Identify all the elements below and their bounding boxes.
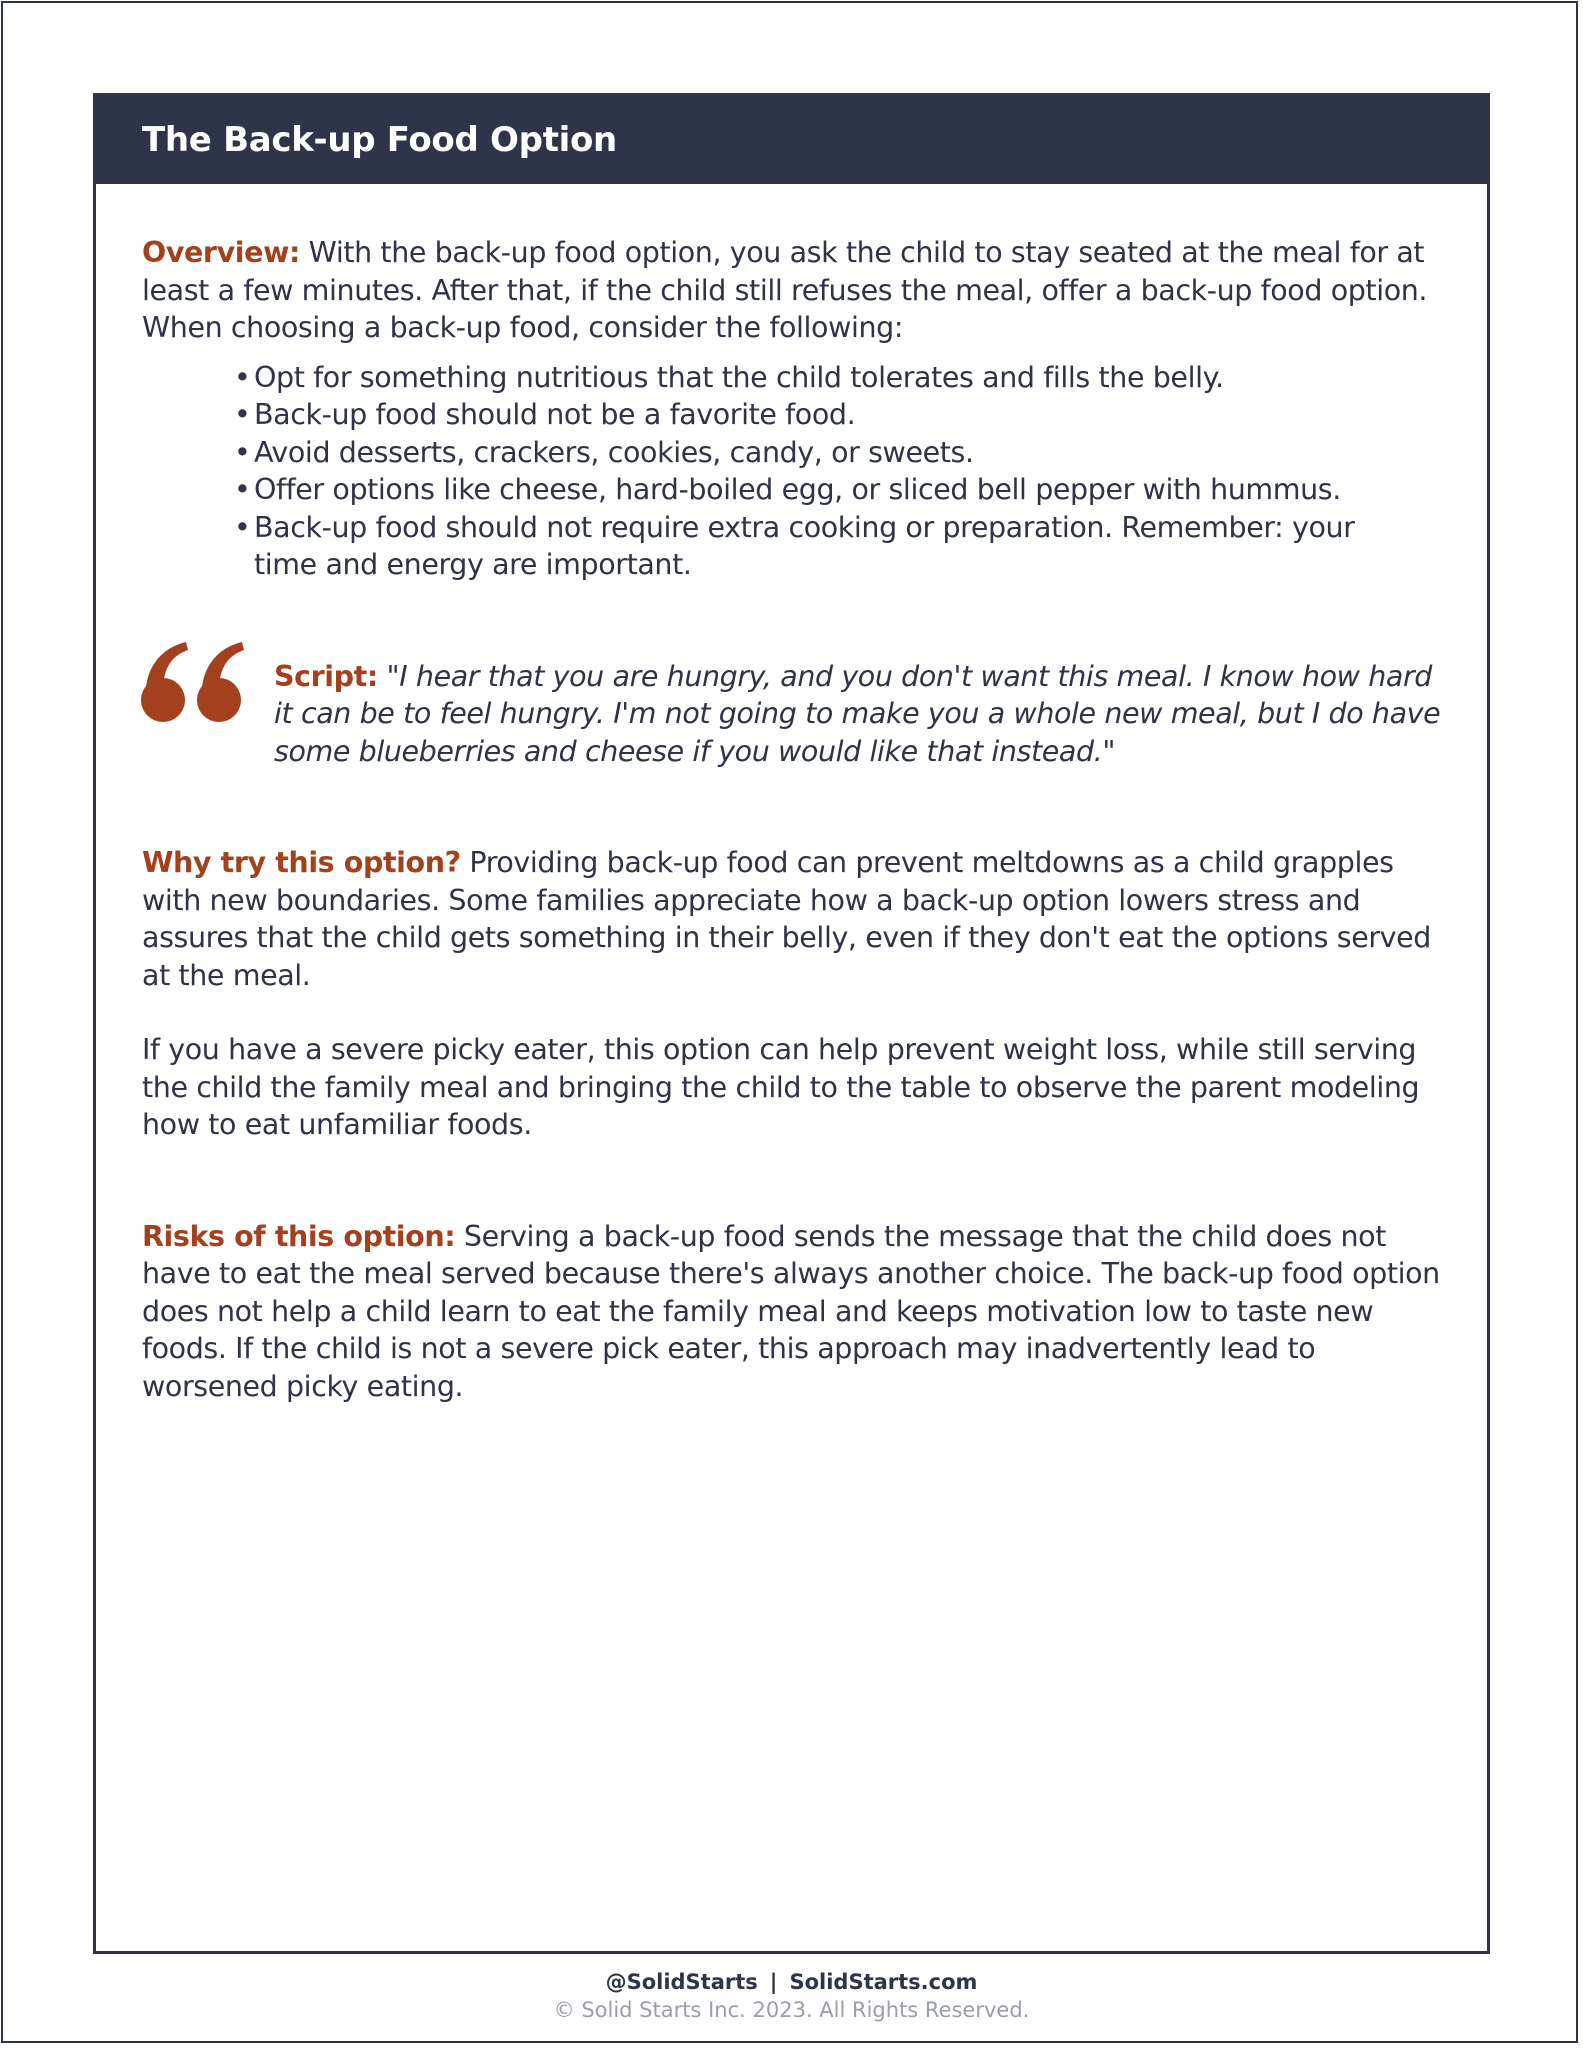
risks-paragraph <box>142 1218 1441 1406</box>
footer-links <box>0 1968 1583 1996</box>
website-link: SolidStarts.com <box>789 1970 978 1994</box>
list-item: • Avoid desserts, crackers, cookies, candy, or sweets. <box>234 434 1374 472</box>
list-item: • Back-up food should not require extra cooking or preparation. Remember: your time and energy are important. <box>234 509 1374 584</box>
quote-icon <box>140 638 244 738</box>
copyright-text: © Solid Starts Inc. 2023. All Rights Reserved. <box>553 1998 1030 2022</box>
footer-separator: | <box>769 1970 778 1994</box>
script-block <box>142 658 1441 771</box>
script-text: "I hear that you are hungry, and you don't want this meal. I know how hard it can be to feel hungry. I'm not going to make you a whole new meal, but I do have some blueberries and cheese if you would like that instead." <box>274 659 1441 768</box>
risks-label: Risks of this option: <box>142 1219 456 1253</box>
script-paragraph <box>274 658 1441 771</box>
considerations-list <box>142 359 1441 584</box>
list-item: • Opt for something nutritious that the child tolerates and fills the belly. <box>234 359 1374 397</box>
script-label: Script: <box>274 659 378 693</box>
page-title: The Back-up Food Option <box>142 120 617 160</box>
overview-label: Overview: <box>142 236 300 269</box>
social-handle: @SolidStarts <box>605 1970 758 1994</box>
footer <box>0 1968 1583 2024</box>
list-item: • Back-up food should not be a favorite food. <box>234 396 1374 434</box>
why-label: Why try this option? <box>142 846 461 879</box>
why-paragraph <box>142 844 1441 994</box>
overview-paragraph <box>142 234 1441 347</box>
why-text: Providing back-up food can prevent meltdowns as a child grapples with new boundaries. Some families appreciate how a back-up option lowers stress and assures that the child gets something in their belly, even if they don't eat the options served at the meal. <box>142 846 1431 992</box>
card-header <box>96 96 1487 184</box>
list-item: • Offer options like cheese, hard-boiled egg, or sliced bell pepper with hummus. <box>234 471 1374 509</box>
card-body <box>96 234 1487 1405</box>
overview-text: With the back-up food option, you ask the child to stay seated at the meal for at least a few minutes. After that, if the child still refuses the meal, offer a back-up food option. When choosing a back-up food, consider the following: <box>142 236 1428 344</box>
content-card <box>93 93 1490 1954</box>
risks-text: Serving a back-up food sends the message that the child does not have to eat the meal served because there's always another choice. The back-up food option does not help a child learn to eat the family meal and keeps motivation low to taste new foods. If the child is not a severe pick eater, this approach may inadvertently lead to worsened picky eating. <box>142 1219 1440 1403</box>
why-paragraph-2: If you have a severe picky eater, this option can help prevent weight loss, while still serving the child the family meal and bringing the child to the table to observe the parent modeling how to eat unfamiliar foods. <box>142 1033 1420 1141</box>
